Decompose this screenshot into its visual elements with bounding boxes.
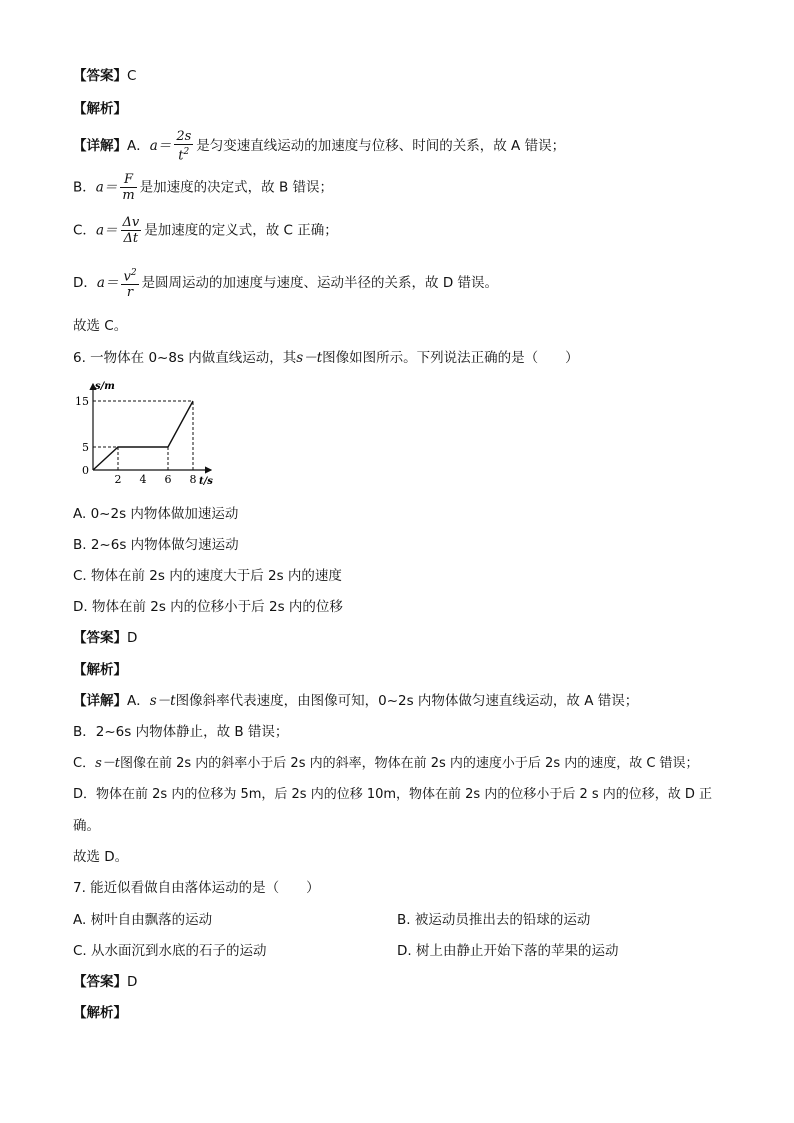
q7-option-b: B. 被运动员推出去的铅球的运动	[397, 912, 591, 928]
x-tick-label: 2	[114, 473, 122, 486]
q6-detail-b: B．2~6s 内物体静止，故 B 错误；	[73, 724, 289, 740]
formula-dv-dt: $\frac{\Delta v}{\Delta t}$	[122, 215, 140, 246]
q5-answer: C	[127, 68, 137, 84]
x-tick-label: 8	[189, 473, 197, 486]
y-tick-label: 0	[82, 464, 89, 477]
dashed-guides	[93, 401, 193, 470]
q7-stem: 7. 能近似看做自由落体运动的是（ ）	[73, 880, 320, 896]
q5-detail-b: B．a＝ $\frac{F}{m}$ 是加速度的决定式，故 B 错误；	[73, 172, 333, 203]
q5-detail-d: D．a＝ $\frac{v^2}{r}$ 是圆周运动的加速度与速度、运动半径的关系，故 D 错误。	[73, 268, 499, 301]
y-tick-labels	[75, 395, 89, 477]
q6-option-c: C. 物体在前 2s 内的速度大于后 2s 内的速度	[73, 568, 342, 584]
q5-analysis-label: 【解析】	[73, 101, 127, 117]
q7-option-d: D. 树上由静止开始下落的苹果的运动	[397, 943, 619, 959]
q6-stem: 6. 一物体在 0~8s 内做直线运动，其s－t图像如图所示。下列说法正确的是（ ）	[73, 350, 579, 366]
y-tick-label: 15	[75, 395, 89, 408]
q5-answer-line	[73, 67, 136, 85]
y-tick-label: 5	[82, 441, 89, 454]
q6-answer-line: 【答案】D	[73, 630, 138, 646]
answer-label: 【答案】	[73, 68, 127, 84]
q7-answer: D	[127, 974, 138, 990]
q6-detail-d-cont: 确。	[73, 818, 100, 834]
formula-v2-r: $\frac{v^2}{r}$	[123, 268, 137, 301]
detail-label: 【详解】	[73, 138, 127, 155]
q6-answer: D	[127, 630, 138, 646]
q7-answer-line: 【答案】D	[73, 974, 138, 990]
q7-option-a: A. 树叶自由飘落的运动	[73, 912, 213, 928]
y-axis-label: s/m	[95, 381, 115, 392]
q6-option-a: A. 0~2s 内物体做加速运动	[73, 506, 239, 522]
q5-detail-a: 【详解】A．a＝ $\frac{2s}{t^2}$ 是匀变速直线运动的加速度与位移、时间的关系，故 A 错误；	[73, 129, 566, 164]
q6-option-d: D. 物体在前 2s 内的位移小于后 2s 内的位移	[73, 599, 343, 615]
q7-analysis-label: 【解析】	[73, 1005, 127, 1021]
formula-2s-t2: $\frac{2s}{t^2}$	[176, 129, 192, 164]
q6-detail-c: C．s－t图像在前 2s 内的斜率小于后 2s 内的斜率，物体在前 2s 内的速度小于后 2s 内的速度，故 C 错误；	[73, 756, 699, 771]
q6-analysis-label: 【解析】	[73, 662, 127, 678]
formula-f-m: $\frac{F}{m}$	[122, 172, 135, 203]
q6-detail-a: 【详解】A．s－t图像斜率代表速度，由图像可知，0~2s 内物体做匀速直线运动，故 A 错误；	[73, 693, 639, 709]
x-tick-label: 4	[139, 473, 147, 486]
series-line-0	[93, 401, 193, 470]
q5-conclusion: 故选 C。	[73, 318, 128, 334]
q6-detail-d: D．物体在前 2s 内的位移为 5m，后 2s 内的位移 10m，物体在前 2s 内的位移小于后 2 s 内的位移，故 D 正	[73, 787, 713, 802]
x-tick-labels	[115, 473, 197, 486]
data-series	[93, 401, 193, 470]
formula-a-lhs: a＝	[149, 138, 172, 155]
q5-detail-c: C．a＝ $\frac{\Delta v}{\Delta t}$ 是加速度的定义式，故 C 正确；	[73, 215, 338, 246]
x-tick-label: 6	[164, 473, 172, 486]
q6-conclusion: 故选 D。	[73, 849, 129, 865]
q7-option-c: C. 从水面沉到水底的石子的运动	[73, 943, 267, 959]
q6-st-graph	[75, 378, 225, 488]
q6-option-b: B. 2~6s 内物体做匀速运动	[73, 537, 239, 553]
x-axis-label: t/s	[199, 476, 213, 487]
